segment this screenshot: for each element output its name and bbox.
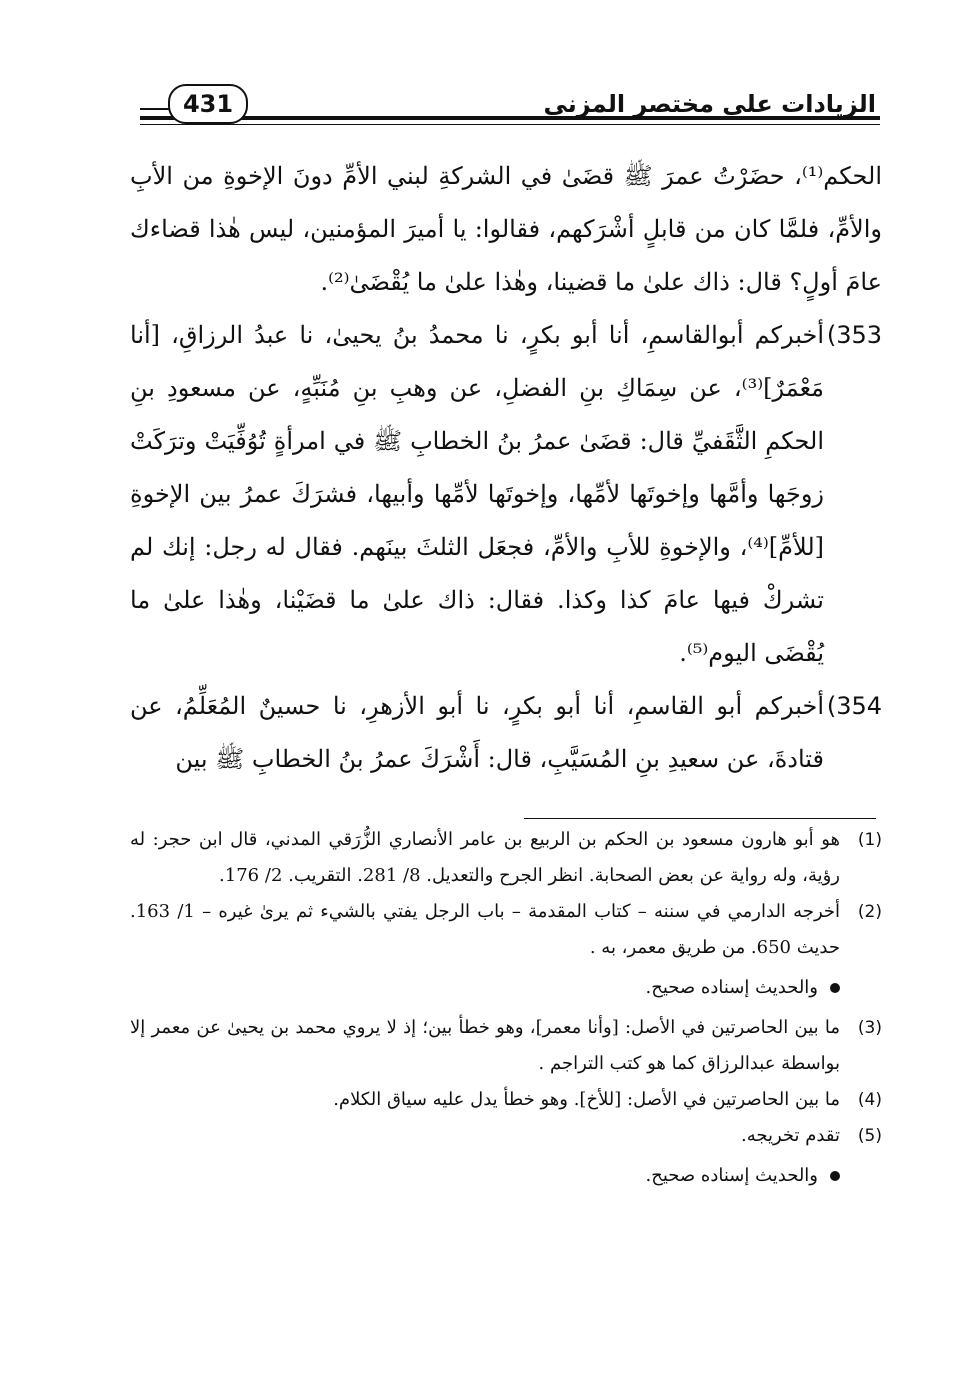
paragraph-continuation: الحكم⁽¹⁾، حضَرْتُ عمرَ ﷺ قضَىٰ في الشركةِ لبني الأمِّ دونَ الإخوةِ من الأبِ والأمِّ، فلمَّا كان من قابلٍ أشْرَكهم، فقالوا: يا أميرَ المؤمنين، ليس هٰذا قضاءك عامَ أولٍ؟ قال: ذاك علىٰ ما قضينا، وهٰذا علىٰ ما يُقْضَىٰ⁽²⁾. — [130, 162, 882, 296]
footnote — [130, 1118, 882, 1154]
hadith-number: 353) — [826, 321, 882, 349]
footnote-text: أخرجه الدارمي في سننه – كتاب المقدمة – باب الرجل يفتي بالشيء ثم يرىٰ غيره – 1/ 163. حديث 650. من طريق معمر، به . — [130, 901, 841, 958]
footnote-text: ما بين الحاصرتين في الأصل: [للأخ]. وهو خطأ يدل عليه سياق الكلام. — [333, 1089, 840, 1110]
footnote-number: (4) — [857, 1090, 882, 1110]
footnote-number: (1) — [857, 830, 882, 850]
page-number: 431 — [168, 84, 248, 124]
bullet-icon — [830, 983, 840, 993]
bullet-text: والحديث إسناده صحيح. — [645, 1165, 818, 1186]
hadith-text: أخبركم أبو القاسمِ، أنا أبو بكرٍ، نا أبو الأزهرِ، نا حسينٌ المُعَلِّمُ، عن قتادةَ، عن سعيدِ بنِ المُسَيَّبِ، قال: أَشْرَكَ عمرُ بنُ الخطابِ ﷺ بين — [130, 692, 824, 773]
footnote-bullet — [130, 1158, 882, 1194]
header-rule-thin — [140, 124, 880, 125]
bullet-text: والحديث إسناده صحيح. — [645, 977, 818, 998]
footnotes — [130, 822, 882, 1198]
footnote — [130, 1010, 882, 1082]
footnote — [130, 1082, 882, 1118]
footnote-divider — [524, 818, 876, 819]
hadith-text: أخبركم أبوالقاسمِ، أنا أبو بكرٍ، نا محمدُ بنُ يحيىٰ، نا عبدُ الرزاقِ، [أنا مَعْمَرٌ]⁽³⁾، عن سِمَاكِ بنِ الفضلِ، عن وهبِ بنِ مُنَبِّهٍ، عن مسعودِ بنِ الحكمِ الثَّقَفيِّ قال: قضَىٰ عمرُ بنُ الخطابِ ﷺ في امرأةٍ تُوُفِّيَتْ وترَكَتْ زوجَها وأمَّها وإخوتَها لأمِّها، وإخوتَها لأمِّها وأبيها، فشرَكَ عمرُ بين الإخوةِ [للأمِّ]⁽⁴⁾، والإخوةِ للأبِ والأمِّ، فجعَل الثلثَ بينَهم. فقال له رجل: إنك لم تشركْ فيها عامَ كذا وكذا. فقال: ذاك علىٰ ما قضَيْنا، وهٰذا علىٰ ما يُقْضَى اليوم⁽⁵⁾. — [130, 321, 825, 667]
footnote-text: هو أبو هارون مسعود بن الحكم بن الربيع بن عامر الأنصاري الزُّرَقي المدني، قال ابن حجر: له رؤية، وله رواية عن بعض الصحابة. انظر الجرح والتعديل. 8/ 281. التقريب. 2/ 176. — [130, 829, 840, 886]
hadith-354 — [130, 680, 882, 786]
footnote-number: (3) — [857, 1018, 882, 1038]
footnote — [130, 822, 882, 894]
main-text — [130, 150, 882, 786]
hadith-353 — [130, 309, 882, 680]
bullet-icon — [830, 1171, 840, 1181]
page-header — [140, 80, 880, 140]
header-rule-left — [140, 108, 170, 110]
footnote-number: (2) — [857, 902, 882, 922]
footnote-text: تقدم تخريجه. — [741, 1125, 840, 1146]
footnote — [130, 894, 882, 966]
footnote-number: (5) — [857, 1126, 882, 1146]
hadith-number: 354) — [826, 692, 882, 720]
footnote-bullet — [130, 970, 882, 1006]
running-title: الزيادات على مختصر المزني — [543, 90, 876, 118]
footnote-text: ما بين الحاصرتين في الأصل: [وأنا معمر]، وهو خطأ بين؛ إذ لا يروي محمد بن يحيىٰ عن معمر إلا بواسطة عبدالرزاق كما هو كتب التراجم . — [130, 1017, 840, 1074]
